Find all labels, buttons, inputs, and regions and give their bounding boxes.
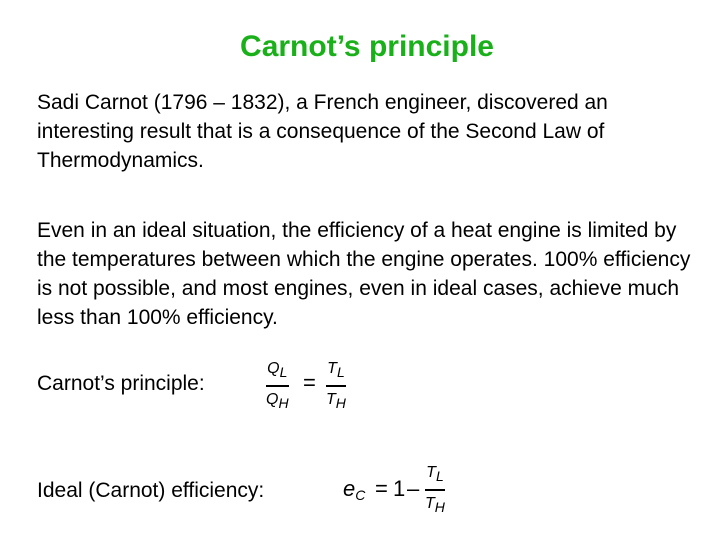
heat-low-subscript: L [279,364,288,380]
heat-low-symbol: Q [267,360,280,377]
minus-sign: – [407,476,420,501]
ideal-efficiency-label: Ideal (Carnot) efficiency: [37,479,265,502]
temp-low-symbol: T [327,360,337,377]
temp-high-subscript: H [335,394,346,411]
equals-sign: = [375,476,388,501]
heat-high-subscript: H [278,394,289,411]
temp-high-symbol: T [425,494,435,512]
temp-low-subscript: L [435,468,444,484]
one-digit: 1 [393,476,406,501]
temperature-ratio-fraction [425,460,445,520]
heat-high-symbol: Q [266,390,279,408]
paragraph-carnot-intro: Sadi Carnot (1796 – 1832), a French engineer, discovered an interesting result that is a consequence of the Second Law of Thermodynamics. [37,91,608,172]
efficiency-variable [343,476,365,503]
temp-high-subscript: H [434,498,445,515]
temp-low-subscript: L [336,364,345,380]
temp-low-symbol: T [426,464,436,481]
temperature-ratio-fraction [326,356,346,416]
equals-sign: = [303,370,316,395]
slide-title: Carnot’s principle [240,30,494,63]
paragraph-efficiency: Even in an ideal situation, the efficiency of a heat engine is limited by the temperatures between which the engine operates. 100% efficiency is not possible, and most engines, even in ideal cases, achieve much less than 100% efficiency. [37,219,691,329]
heat-ratio-fraction [266,356,289,416]
temp-high-symbol: T [326,390,336,408]
efficiency-symbol: e [343,476,356,501]
efficiency-subscript: C [355,487,366,503]
carnot-principle-label: Carnot’s principle: [37,372,205,395]
